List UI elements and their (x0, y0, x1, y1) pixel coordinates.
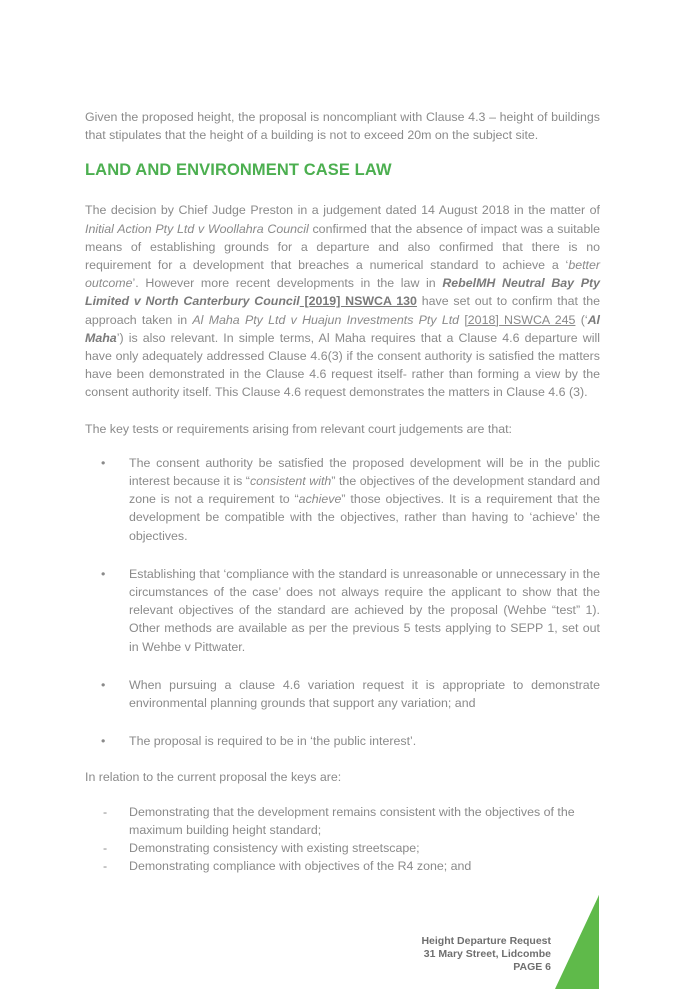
dash-icon: - (103, 841, 108, 856)
list-item (85, 732, 600, 750)
list-item-text: Demonstrating that the development remains consistent with the objectives of the maximum building height standard; (129, 804, 575, 837)
list-item-text: The proposal is required to be in ‘the public interest’. (129, 734, 417, 749)
text-run: ’) is also relevant. In simple terms, Al Maha requires that a Clause 4.6 departure will have only adequately addressed Clause 4.6(3) if the consent authority is satisfied the matters have been demonstrated in the Clause 4.6 request itself- rather than forming a view by the consent authority itself. This Clause 4.6 request demonstrates the matters in Clause 4.6 (3). (85, 330, 600, 400)
case-name-initial-action: Initial Action Pty Ltd v Woollahra Council (85, 221, 309, 236)
text-run: ’. However more recent developments in the law in (132, 276, 443, 291)
citation-link-nswca-130[interactable]: [2019] NSWCA 130 (299, 294, 417, 309)
list-item (85, 454, 600, 545)
list-item-text: When pursuing a clause 4.6 variation request it is appropriate to demonstrate environmental planning grounds that support any variation; and (129, 677, 600, 711)
green-corner-triangle-icon (555, 895, 682, 989)
bullet-icon: • (101, 455, 106, 470)
text-run: ” those objectives. It is a requirement that the development be compatible with the objectives, rather than having to ‘achieve’ the objectives. (129, 492, 600, 543)
current-proposal-keys-list (85, 803, 600, 876)
list-item (85, 857, 600, 875)
dash-icon: - (103, 804, 108, 819)
citation-link-nswca-245[interactable]: [2018] NSWCA 245 (464, 312, 576, 327)
current-proposal-intro: In relation to the current proposal the keys are: (85, 770, 342, 785)
case-name-al-maha: Al Maha Pty Ltd v Huajun Investments Pty Ltd (192, 312, 460, 327)
list-item (85, 803, 600, 839)
section-heading: LAND AND ENVIRONMENT CASE LAW (85, 161, 392, 180)
footer-page-number: PAGE 6 (513, 961, 551, 973)
dash-icon: - (103, 859, 108, 874)
text-run: (‘ (575, 312, 588, 327)
text-run: The decision by Chief Judge Preston in a judgement dated 14 August 2018 in the matter of (85, 203, 600, 218)
text-run: ” the objectives of the development standard and zone is not a requirement to “ (129, 474, 600, 507)
text-run: confirmed that the absence of impact was a suitable means of establishing grounds for a departure and also confirmed that there is no requirement for a development that breaches a numerical standard to achieve a ‘ (85, 221, 600, 273)
footer-address: 31 Mary Street, Lidcombe (423, 948, 551, 960)
better-outcome-phrase: better outcome (85, 258, 600, 291)
consistent-with-phrase: consistent with (249, 474, 332, 489)
page-footer (421, 935, 551, 974)
list-item-text: Demonstrating compliance with objectives of the R4 zone; and (129, 859, 472, 874)
case-name-rebelmh: RebelMH Neutral Bay Pty Limited v North Canterbury Council (85, 276, 600, 309)
list-item-text: Establishing that ‘compliance with the standard is unreasonable or unnecessary in the circumstances of the case’ does not always require the applicant to show that the relevant objectives of the standard are achieved by the proposal (Wehbe “test” 1). Other methods are available as per the previous 5 tests applying to SEPP 1, set out in Wehbe v Pittwater. (129, 566, 600, 654)
list-item (85, 676, 600, 712)
bullet-icon: • (101, 734, 106, 749)
text-run: The consent authority be satisfied the proposed development will be in the public interest because it is “ (129, 455, 600, 489)
key-tests-intro: The key tests or requirements arising from relevant court judgements are that: (85, 421, 512, 436)
al-maha-short-name: Al Maha (85, 312, 600, 345)
list-item-text: Demonstrating consistency with existing streetscape; (129, 841, 420, 856)
list-item (85, 839, 600, 857)
intro-paragraph: Given the proposed height, the proposal is noncompliant with Clause 4.3 – height of buildings that stipulates that the height of a building is not to exceed 20m on the subject site. (85, 110, 600, 143)
case-law-paragraph (85, 201, 600, 401)
bullet-icon: • (101, 566, 106, 581)
achieve-phrase: achieve (298, 492, 342, 507)
footer-document-title: Height Departure Request (421, 935, 551, 947)
text-run: have set out to confirm that the approach taken in (85, 294, 600, 327)
key-tests-list (85, 454, 600, 751)
page-content (85, 108, 600, 876)
bullet-icon: • (101, 677, 106, 692)
list-item (85, 565, 600, 656)
